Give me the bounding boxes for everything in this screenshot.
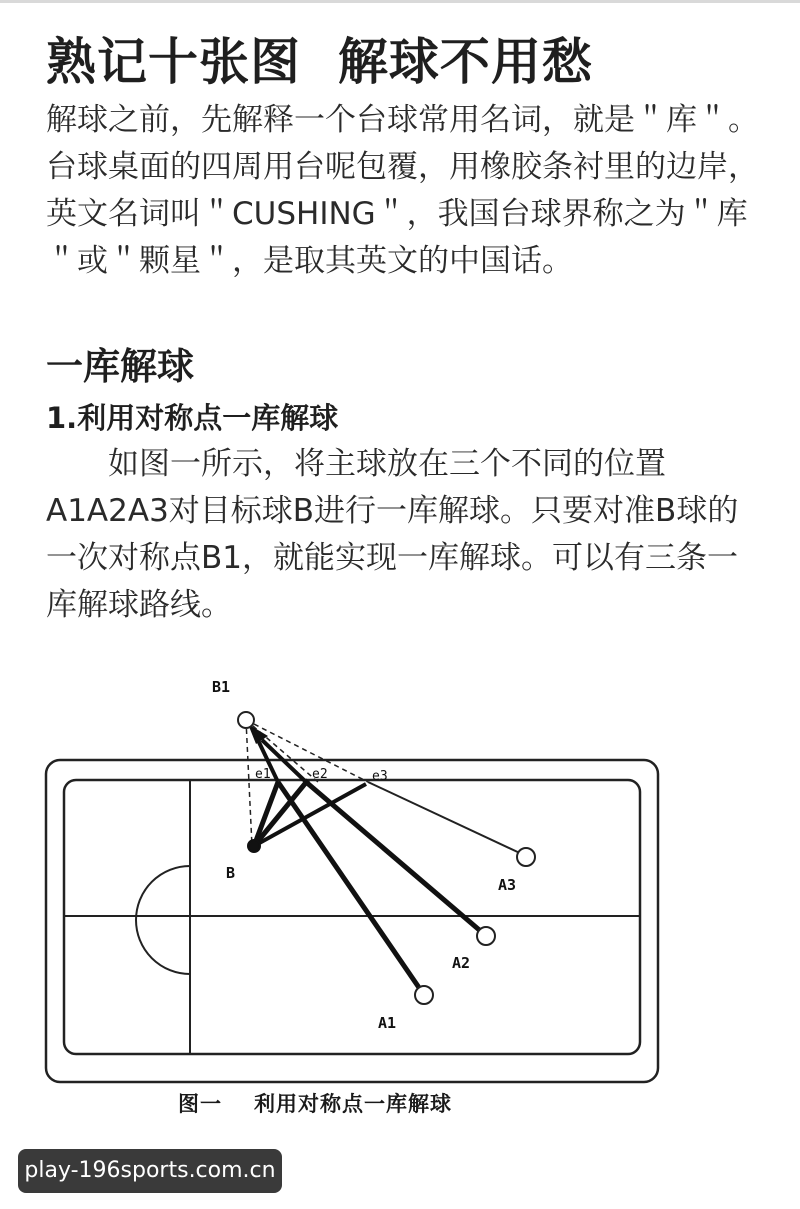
- label-e3: e3: [372, 769, 388, 784]
- ball-a3: [517, 848, 535, 866]
- intro-paragraph: 解球之前，先解释一个台球常用名词，就是＂库＂。台球桌面的四周用台呢包覆，用橡胶条衬里的边岸，英文名词叫＂CUSHING＂，我国台球界称之为＂库＂或＂颗星＂，是取其英文的中国话。: [46, 102, 759, 279]
- billiards-diagram: [0, 640, 800, 1140]
- ball-a1: [415, 986, 433, 1004]
- diagram-svg: [0, 640, 800, 1140]
- label-b: B: [226, 864, 236, 882]
- table-outer-rail: [46, 760, 658, 1082]
- label-a1: A1: [378, 1014, 397, 1032]
- caption-text: 利用对称点一库解球: [254, 1092, 452, 1116]
- figure-caption: [178, 1088, 452, 1118]
- label-e2: e2: [312, 767, 328, 782]
- label-a3: A3: [498, 876, 517, 894]
- label-e1: e1: [255, 767, 271, 782]
- ball-b: [248, 840, 260, 852]
- subsection-title: 1.利用对称点一库解球: [46, 401, 339, 435]
- path-a3-e3: [368, 782, 524, 855]
- mirror-line-b-b1: [246, 720, 252, 846]
- ball-b1: [238, 712, 254, 728]
- label-b1: B1: [212, 678, 231, 696]
- path-b-e3: [254, 784, 366, 846]
- d-semicircle: [136, 866, 190, 974]
- top-divider: [0, 0, 800, 3]
- label-a2: A2: [452, 954, 471, 972]
- path-a1-e1: [278, 782, 422, 992]
- ball-a2: [477, 927, 495, 945]
- watermark-badge: play-196sports.com.cn: [18, 1149, 282, 1193]
- page-title: 熟记十张图 解球不用愁: [46, 33, 593, 91]
- caption-number: 图一: [178, 1092, 222, 1116]
- section-title: 一库解球: [46, 345, 194, 388]
- body-paragraph: 如图一所示，将主球放在三个不同的位置A1A2A3对目标球B进行一库解球。只要对准B球的一次对称点B1，就能实现一库解球。可以有三条一库解球路线。: [46, 446, 739, 623]
